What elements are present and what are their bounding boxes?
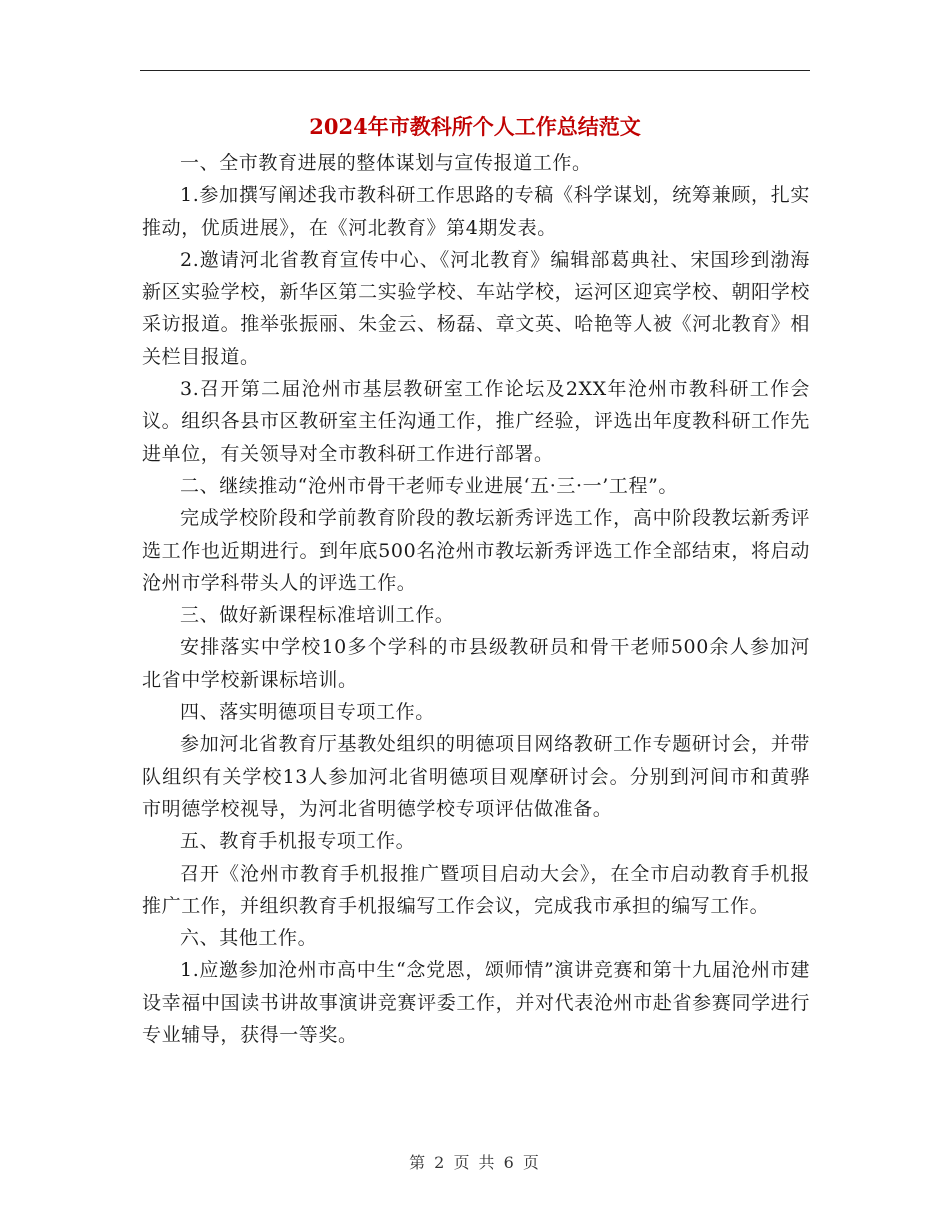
section-heading-1: 一、全市教育进展的整体谋划与宣传报道工作。 — [180, 152, 592, 174]
paragraph: 完成学校阶段和学前教育阶段的教坛新秀评选工作，高中阶段教坛新秀评选工作也近期进行。到年底500名沧州市教坛新秀评选工作全部结束，将启动沧州市学科带头人的评选工作。 — [142, 507, 810, 594]
section-heading-3: 三、做好新课程标准培训工作。 — [180, 604, 455, 627]
section-heading-5: 五、教育手机报专项工作。 — [180, 830, 416, 853]
paragraph: 安排落实中学校10多个学科的市县级教研员和骨干老师500余人参加河北省中学校新课标培训。 — [142, 636, 810, 691]
section-heading-4: 四、落实明德项目专项工作。 — [180, 701, 435, 724]
paragraph: 召开《沧州市教育手机报推广暨项目启动大会》，在全市启动教育手机报推广工作，并组织教育手机报编写工作会议，完成我市承担的编写工作。 — [142, 862, 810, 917]
section-heading-2: 二、继续推动“沧州市骨干老师专业进展‘五·三·一’工程”。 — [180, 474, 678, 497]
document-title: 2024年市教科所个人工作总结范文 — [309, 114, 641, 139]
paragraph: 1.参加撰写阐述我市教科研工作思路的专稿《科学谋划，统筹兼顾，扎实推动，优质进展》，在《河北教育》第4期发表。 — [142, 184, 810, 239]
paragraph: 参加河北省教育厅基教处组织的明德项目网络教研工作专题研讨会，并带队组织有关学校13人参加河北省明德项目观摩研讨会。分别到河间市和黄骅市明德学校视导，为河北省明德学校专项评估做准备。 — [142, 733, 810, 820]
paragraph: 2.邀请河北省教育宣传中心、《河北教育》编辑部葛典社、宋国珍到渤海新区实验学校，新华区第二实验学校、车站学校，运河区迎宾学校、朝阳学校采访报道。推举张振丽、朱金云、杨磊、章文英、哈艳等人被《河北教育》相关栏目报道。 — [142, 248, 810, 368]
paragraph: 1.应邀参加沧州市高中生“念党恩，颂师情”演讲竞赛和第十九届沧州市建设幸福中国读书讲故事演讲竞赛评委工作，并对代表沧州市赴省参赛同学进行专业辅导，获得一等奖。 — [142, 959, 810, 1047]
paragraph: 3.召开第二届沧州市基层教研室工作论坛及2XX年沧州市教科研工作会议。组织各县市区教研室主任沟通工作，推广经验，评选出年度教科研工作先进单位，有关领导对全市教科研工作进行部署。 — [142, 378, 810, 465]
document-body — [142, 147, 810, 1051]
header-rule — [140, 70, 810, 71]
section-heading-6: 六、其他工作。 — [180, 927, 318, 950]
page-number: 第 2 页 共 6 页 — [409, 1153, 541, 1172]
